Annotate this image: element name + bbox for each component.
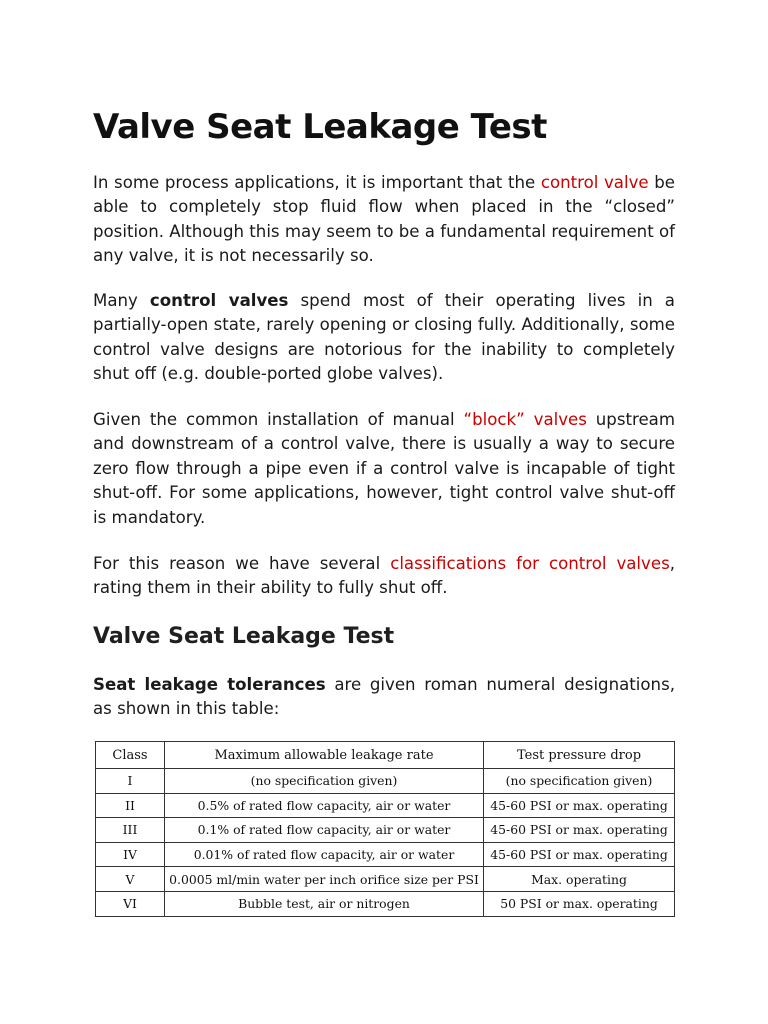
pressure-cell: Max. operating: [484, 867, 675, 892]
table-row: [96, 769, 675, 794]
intro-paragraph: [93, 171, 675, 269]
leakage-cell: 0.0005 ml/min water per inch orifice size per PSI: [165, 867, 484, 892]
p2-text-1: Many: [93, 291, 150, 310]
pressure-cell: 45-60 PSI or max. operating: [484, 793, 675, 818]
p4-text-2: , rating them in their ability to fully shut off.: [93, 554, 675, 598]
pressure-cell: 45-60 PSI or max. operating: [484, 818, 675, 843]
leakage-cell: 0.01% of rated flow capacity, air or water: [165, 842, 484, 867]
header-pressure-drop: Test pressure drop: [484, 742, 675, 769]
block-valves-paragraph: [93, 408, 675, 530]
p2-text-2: spend most of their operating lives in a partially-open state, rarely opening or closing fully. Additionally, some control valve designs are notorious for the inability to completely shut off (e.g. double-ported globe valves).: [93, 291, 675, 384]
control-valves-bold: control valves: [149, 291, 289, 310]
p3-text-2: upstream and downstream of a control valve, there is usually a way to secure zero flow through a pipe even if a control valve is incapable of tight shut-off. For some applications, however, tight control valve shut-off is mandatory.: [93, 410, 675, 527]
class-cell: V: [96, 867, 165, 892]
intro-text-1: In some process applications, it is important that the: [93, 173, 541, 192]
class-cell: VI: [96, 891, 165, 916]
p5-text-2: are given roman numeral designations, as shown in this table:: [93, 675, 675, 719]
table-row: [96, 891, 675, 916]
table-row: [96, 842, 675, 867]
section-heading: Valve Seat Leakage Test: [93, 624, 395, 649]
table-row: [96, 818, 675, 843]
p4-text-1: For this reason we have several: [93, 554, 391, 573]
leakage-cell: 0.1% of rated flow capacity, air or water: [165, 818, 484, 843]
table-header-row: [96, 742, 675, 769]
classification-paragraph: [93, 552, 675, 601]
class-cell: IV: [96, 842, 165, 867]
control-valve-link[interactable]: control valve: [540, 173, 649, 192]
leakage-cell: Bubble test, air or nitrogen: [165, 891, 484, 916]
table-row: [96, 867, 675, 892]
tolerances-paragraph: [93, 673, 675, 722]
class-cell: II: [96, 793, 165, 818]
table-row: [96, 793, 675, 818]
header-max-leakage: Maximum allowable leakage rate: [165, 742, 484, 769]
control-valves-paragraph: [93, 289, 675, 387]
page-title: Valve Seat Leakage Test: [93, 107, 547, 147]
pressure-cell: 45-60 PSI or max. operating: [484, 842, 675, 867]
pressure-cell: (no specification given): [484, 769, 675, 794]
leakage-cell: (no specification given): [165, 769, 484, 794]
class-cell: I: [96, 769, 165, 794]
pressure-cell: 50 PSI or max. operating: [484, 891, 675, 916]
intro-text-2: be able to completely stop fluid flow when placed in the “closed” position. Although this may seem to be a fundamental requirement of any valve, it is not necessarily so.: [93, 173, 676, 266]
block-valves-link[interactable]: “block” valves: [463, 410, 587, 429]
leakage-cell: 0.5% of rated flow capacity, air or water: [165, 793, 484, 818]
classifications-link[interactable]: classifications for control valves: [390, 554, 670, 573]
p3-text-1: Given the common installation of manual: [93, 410, 464, 429]
leakage-class-table: [95, 741, 675, 917]
seat-leakage-bold: Seat leakage tolerances: [93, 675, 326, 694]
header-class: Class: [96, 742, 165, 769]
class-cell: III: [96, 818, 165, 843]
